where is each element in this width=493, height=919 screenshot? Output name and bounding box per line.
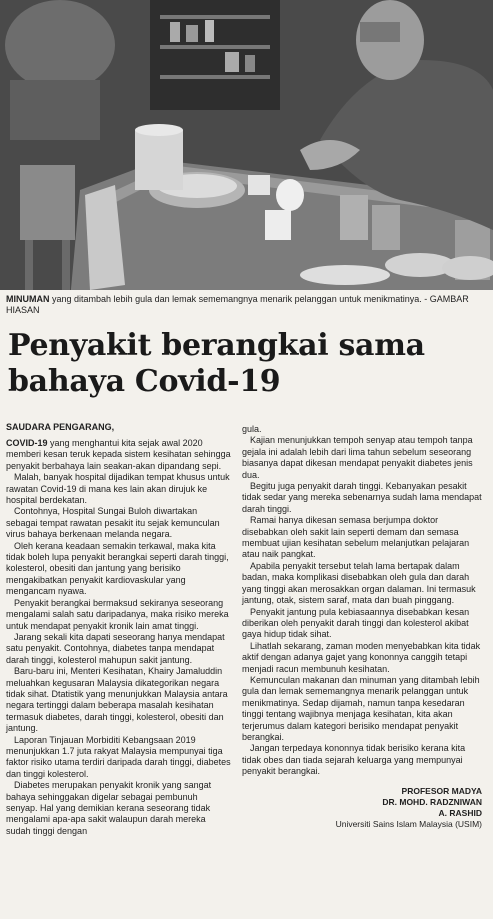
salutation: SAUDARA PENGARANG, — [6, 422, 115, 432]
paragraph — [242, 561, 482, 607]
paragraph-text: Contohnya, Hospital Sungai Buloh diwartakan sebagai tempat rawatan pesakit itu sejak kemunculan virus bahaya berkenaan melanda negara. — [6, 506, 220, 540]
paragraph — [6, 472, 231, 506]
paragraph-text: Kemunculan makanan dan minuman yang ditambah lebih gula dan lemak sememangnya menarik pelanggan untuk menikmatinya. Sedap dijamah, namun tanpa kesedaran tinggi tentang wajibnya menjaga kesihatan, kita akan terjerumus dalam kategori berisiko mendapat penyakit berangkai. — [242, 674, 480, 742]
paragraph-text: Lihatlah sekarang, zaman moden menyebabkan kita tidak aktif dengan adanya gajet yang kononnya canggih tetapi menjadi racun membunuh kesihatan. — [242, 640, 481, 674]
article-headline — [8, 328, 428, 400]
paragraph-text: Penyakit berangkai bermaksud sekiranya seseorang mengalami salah satu daripadanya, maka risiko mereka untuk mendapat penyakit kronik lain amat tinggi. — [6, 597, 229, 631]
paragraph-text: Malah, banyak hospital dijadikan tempat khusus untuk rawatan Covid-19 di mana kes lain akan dirujuk ke hospital berdekatan. — [6, 472, 230, 506]
author-institution: Universiti Sains Islam Malaysia (USIM) — [335, 818, 482, 829]
headline-line-1: Penyakit berangkai sama — [8, 328, 425, 363]
paragraph — [6, 506, 231, 540]
paragraph — [6, 632, 231, 666]
author-name: DR. MOHD. RADZNIWAN — [382, 796, 482, 807]
photo-caption — [6, 294, 486, 316]
paragraph — [242, 424, 482, 435]
right-column-paragraphs — [242, 424, 482, 778]
right-column — [242, 424, 482, 830]
left-column — [6, 438, 231, 837]
paragraph-text: Jangan terpedaya kononnya tidak berisiko kerana kita tidak obes dan tiada sejarah keluarga yang mempunyai penyakit berangkai. — [242, 743, 466, 777]
paragraph — [242, 435, 482, 481]
paragraph-text: yang menghantui kita sejak awal 2020 memberi kesan teruk kepada sistem kesihatan sehingga penyakit berbahaya lain seakan-akan dipandang sepi. — [6, 438, 231, 471]
paragraph-text: Baru-baru ini, Menteri Kesihatan, Khairy Jamaluddin meluahkan kegusaran Malaysia dikategorikan negara tidak sihat. Dtatistik yang menunjukkan Malaysia antara negara tertinggi dalam beberapa masalah kesihatan termasuk diabetes, darah tinggi, kolesterol, obesiti dan jantung. — [6, 666, 228, 734]
caption-lead: MINUMAN — [6, 294, 50, 304]
paragraph — [242, 675, 482, 743]
paragraph-text: Kajian menunjukkan tempoh senyap atau tempoh tanpa gejala ini adalah lebih dari lima tahun sebelum seseorang biasanya dapat dikesan mendapat penyakit diabetes jenis dua. — [242, 435, 473, 480]
caption-text: yang ditambah lebih gula dan lemak sememangnya menarik pelanggan untuk menikmatinya. - GAMBAR HIASAN — [6, 294, 469, 315]
paragraph-text: Jarang sekali kita dapati seseorang hanya mendapat satu penyakit. Contohnya, diabetes tanpa mendapat darah tinggi, kolesterol mahupun sakit jantung. — [6, 631, 225, 665]
author-title: PROFESOR MADYA — [401, 785, 482, 796]
paragraph — [6, 598, 231, 632]
author-surname: A. RASHID — [438, 807, 482, 818]
paragraph-text: Laporan Tinjauan Morbiditi Kebangsaan 2019 menunjukkan 1.7 juta rakyat Malaysia mempunyai tiga faktor risiko utama terdiri daripada darah tinggi, diabetes dan tinggi kolesterol. — [6, 734, 231, 779]
author-signature — [242, 786, 482, 830]
paragraph-text: Ramai hanya dikesan semasa berjumpa doktor disebabkan oleh sakit lain seperti demam dan semasa membuat ujian kesihatan sebelum melanjutkan pelajaran atau naik pangkat. — [242, 515, 470, 560]
paragraph — [6, 438, 231, 472]
paragraph — [6, 541, 231, 598]
paragraph-text: Diabetes merupakan penyakit kronik yang sangat bahaya sehinggakan digelar sebagai pembunuh senyap. Hal yang demikian kerana seseorang tidak mengalami apa-apa sakit walaupun darah mereka sudah tinggi dengan — [6, 780, 212, 836]
paragraph-text: Penyakit jantung pula kebiasaannya disebabkan kesan diberikan oleh penyakit darah tinggi dan kolesterol akibat gaya hidup tidak sihat. — [242, 606, 470, 640]
paragraph-lead: COVID-19 — [6, 438, 48, 448]
paragraph-text: Apabila penyakit tersebut telah lama bertapak dalam badan, maka komplikasi disebabkan oleh gula dan darah yang tinggi akan merosakkan organ dalaman. Ini termasuk jantung, otak, sistem saraf, mata dan buah pinggang. — [242, 560, 476, 606]
paragraph — [242, 743, 482, 777]
paragraph — [6, 735, 231, 781]
paragraph-text: Begitu juga penyakit darah tinggi. Kebanyakan pesakit tidak sedar yang mereka sebenarnya sudah lama mendapat darah tinggi. — [242, 481, 482, 514]
news-photo — [0, 0, 493, 290]
paragraph-text: Oleh kerana keadaan semakin terkawal, maka kita tidak boleh lupa penyakit berangkai seperti darah tinggi, kolesterol, obesiti dan jantung yang berisiko mengakibatkan penyakit kardiovaskular yang mengancam nyawa. — [6, 540, 229, 597]
paragraph — [242, 481, 482, 515]
paragraph — [242, 641, 482, 675]
paragraph — [242, 607, 482, 641]
paragraph — [242, 515, 482, 561]
headline-line-2: bahaya Covid-19 — [8, 364, 281, 399]
paragraph — [6, 780, 231, 837]
paragraph-text: gula. — [242, 424, 262, 434]
paragraph — [6, 666, 231, 734]
photo-stall-scene — [0, 0, 493, 290]
